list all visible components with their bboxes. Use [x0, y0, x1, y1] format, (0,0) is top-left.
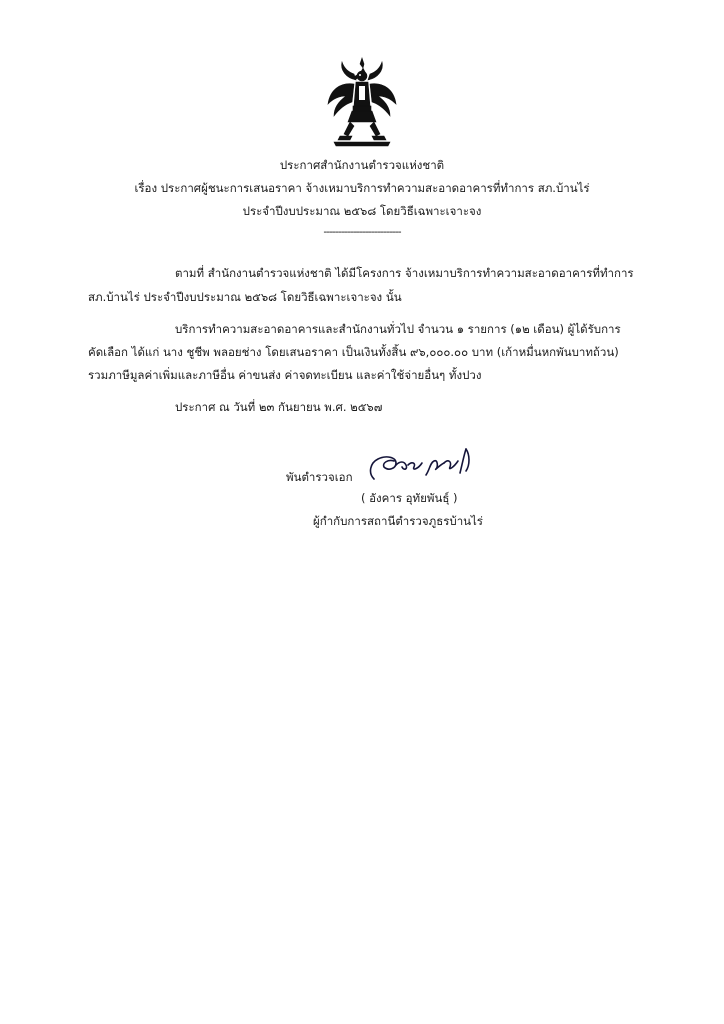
paragraph-2-line-3: รวมภาษีมูลค่าเพิ่มและภาษีอื่น ค่าขนส่ง ค่าจดทะเบียน และค่าใช้จ่ายอื่นๆ ทั้งปวง — [88, 368, 482, 382]
document-subject-line2: ประจำปีงบประมาณ ๒๕๖๘ โดยวิธีเฉพาะเจาะจง — [242, 204, 482, 218]
paragraph-2-line-1: บริการทำความสะอาดอาคารและสำนักงานทั่วไป จำนวน ๑ รายการ (๑๒ เดือน) ผู้ได้รับการ — [175, 322, 621, 336]
document-title: ประกาศสำนักงานตำรวจแห่งชาติ — [279, 158, 445, 172]
paragraph-1-line-2: สภ.บ้านไร่ ประจำปีงบประมาณ ๒๕๖๘ โดยวิธีเฉพาะเจาะจง นั้น — [88, 290, 402, 304]
paragraph-1-line-1: ตามที่ สำนักงานตำรวจแห่งชาติ ได้มีโครงการ จ้างเหมาบริการทำความสะอาดอาคารที่ทำการ — [175, 266, 634, 280]
announcement-date: ประกาศ ณ วันที่ ๒๓ กันยายน พ.ศ. ๒๕๖๗ — [175, 400, 383, 414]
document-subject: เรื่อง ประกาศผู้ชนะการเสนอราคา จ้างเหมาบริการทำความสะอาดอาคารที่ทำการ สภ.บ้านไร่ — [134, 181, 590, 195]
signatory-position: ผู้กำกับการสถานีตำรวจภูธรบ้านไร่ — [313, 514, 483, 528]
paragraph-2-line-2: คัดเลือก ได้แก่ นาง ชูชีพ พลอยช่าง โดยเสนอราคา เป็นเงินทั้งสิ้น ๙๖,๐๐๐.๐๐ บาท (เก้าหมื่นหกพันบาทถ้วน) — [88, 345, 619, 359]
handwritten-signature — [366, 445, 476, 487]
signatory-name: ( อังคาร อุทัยพันธุ์ ) — [361, 491, 458, 505]
signatory-rank: พันตำรวจเอก — [286, 470, 353, 484]
header-separator: -------------------------- — [323, 225, 401, 238]
garuda-emblem-icon — [326, 56, 398, 148]
